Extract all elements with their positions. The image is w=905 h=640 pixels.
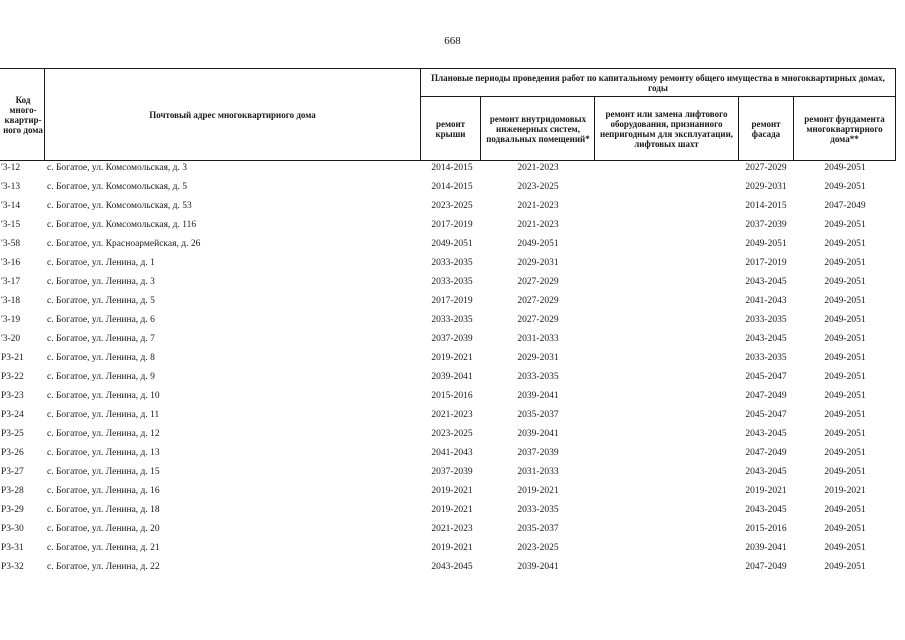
engineering-repair-cell: 2049-2051: [517, 239, 559, 249]
address-cell: с. Богатое, ул. Ленина, д. 13: [47, 448, 160, 458]
roof-repair-cell: 2017-2019: [431, 220, 473, 230]
roof-repair-cell: 2019-2021: [431, 543, 473, 553]
facade-repair-cell: 2047-2049: [745, 562, 787, 572]
repair-schedule-table: [0, 68, 896, 579]
address-cell: с. Богатое, ул. Комсомольская, д. 116: [47, 220, 197, 230]
address-cell: с. Богатое, ул. Ленина, д. 20: [47, 524, 160, 534]
house-code-cell: '3-12: [1, 163, 21, 173]
table-body: [0, 161, 896, 579]
table-row: [0, 256, 896, 275]
house-code-cell: '3-16: [1, 258, 21, 268]
foundation-repair-cell: 2049-2051: [824, 391, 866, 401]
table-row: [0, 351, 896, 370]
house-code-cell: Р3-21: [1, 353, 24, 363]
engineering-repair-cell: 2031-2033: [517, 334, 559, 344]
facade-repair-cell: 2033-2035: [745, 315, 787, 325]
roof-repair-cell: 2043-2045: [431, 562, 473, 572]
table-row: [0, 522, 896, 541]
engineering-repair-cell: 2019-2021: [517, 486, 559, 496]
foundation-repair-cell: 2049-2051: [824, 410, 866, 420]
engineering-repair-cell: 2021-2023: [517, 163, 559, 173]
roof-repair-cell: 2021-2023: [431, 410, 473, 420]
foundation-repair-cell: 2049-2051: [824, 562, 866, 572]
roof-repair-cell: 2023-2025: [431, 429, 473, 439]
table-row: [0, 370, 896, 389]
facade-repair-cell: 2043-2045: [745, 277, 787, 287]
house-code-cell: '3-15: [1, 220, 21, 230]
address-cell: с. Богатое, ул. Комсомольская, д. 5: [47, 182, 188, 192]
engineering-repair-cell: 2023-2025: [517, 182, 559, 192]
facade-repair-cell: 2043-2045: [745, 334, 787, 344]
roof-repair-cell: 2033-2035: [431, 258, 473, 268]
facade-repair-cell: 2029-2031: [745, 182, 787, 192]
engineering-repair-cell: 2027-2029: [517, 277, 559, 287]
facade-repair-cell: 2019-2021: [745, 486, 787, 496]
table-row: [0, 218, 896, 237]
header-elevator: ремонт или замена лифтового оборудования, признанного непригодным для эксплуатации, лифтовых шахт: [599, 108, 734, 149]
address-cell: с. Богатое, ул. Ленина, д. 21: [47, 543, 160, 553]
address-cell: с. Богатое, ул. Красноармейская, д. 26: [47, 239, 201, 249]
engineering-repair-cell: 2031-2033: [517, 467, 559, 477]
facade-repair-cell: 2045-2047: [745, 410, 787, 420]
roof-repair-cell: 2014-2015: [431, 163, 473, 173]
facade-repair-cell: 2037-2039: [745, 220, 787, 230]
foundation-repair-cell: 2049-2051: [824, 429, 866, 439]
roof-repair-cell: 2037-2039: [431, 467, 473, 477]
roof-repair-cell: 2014-2015: [431, 182, 473, 192]
table-row: [0, 427, 896, 446]
house-code-cell: Р3-25: [1, 429, 24, 439]
foundation-repair-cell: 2049-2051: [824, 296, 866, 306]
foundation-repair-cell: 2049-2051: [824, 467, 866, 477]
table-row: [0, 541, 896, 560]
roof-repair-cell: 2015-2016: [431, 391, 473, 401]
address-cell: с. Богатое, ул. Ленина, д. 9: [47, 372, 155, 382]
address-cell: с. Богатое, ул. Ленина, д. 8: [47, 353, 155, 363]
foundation-repair-cell: 2049-2051: [824, 315, 866, 325]
engineering-repair-cell: 2033-2035: [517, 372, 559, 382]
engineering-repair-cell: 2029-2031: [517, 353, 559, 363]
house-code-cell: Р3-32: [1, 562, 24, 572]
table-row: [0, 408, 896, 427]
header-right-rule: [895, 68, 896, 161]
facade-repair-cell: 2043-2045: [745, 429, 787, 439]
address-cell: с. Богатое, ул. Ленина, д. 3: [47, 277, 155, 287]
facade-repair-cell: 2041-2043: [745, 296, 787, 306]
table-row: [0, 161, 896, 180]
table-row: [0, 465, 896, 484]
table-row: [0, 503, 896, 522]
engineering-repair-cell: 2039-2041: [517, 429, 559, 439]
header-planned-periods: Плановые периоды проведения работ по капитальному ремонту общего имущества в многоквартирных домах, годы: [431, 72, 885, 93]
foundation-repair-cell: 2047-2049: [824, 201, 866, 211]
engineering-repair-cell: 2035-2037: [517, 410, 559, 420]
roof-repair-cell: 2033-2035: [431, 277, 473, 287]
page-number: 668: [444, 35, 461, 47]
address-cell: с. Богатое, ул. Ленина, д. 11: [47, 410, 160, 420]
header-roof: ремонт крыши: [435, 118, 466, 139]
facade-repair-cell: 2047-2049: [745, 391, 787, 401]
house-code-cell: Р3-23: [1, 391, 24, 401]
table-row: [0, 560, 896, 579]
house-code-cell: '3-20: [1, 334, 21, 344]
facade-repair-cell: 2015-2016: [745, 524, 787, 534]
engineering-repair-cell: 2029-2031: [517, 258, 559, 268]
header-foundation: ремонт фундамента многоквартирного дома**: [804, 113, 885, 144]
foundation-repair-cell: 2049-2051: [824, 220, 866, 230]
engineering-repair-cell: 2035-2037: [517, 524, 559, 534]
table-row: [0, 484, 896, 503]
roof-repair-cell: 2039-2041: [431, 372, 473, 382]
facade-repair-cell: 2033-2035: [745, 353, 787, 363]
foundation-repair-cell: 2049-2051: [824, 182, 866, 192]
address-cell: с. Богатое, ул. Ленина, д. 1: [47, 258, 155, 268]
house-code-cell: Р3-24: [1, 410, 24, 420]
house-code-cell: Р3-29: [1, 505, 24, 515]
table-header: [0, 68, 896, 161]
roof-repair-cell: 2019-2021: [431, 486, 473, 496]
house-code-cell: Р3-26: [1, 448, 24, 458]
foundation-repair-cell: 2049-2051: [824, 163, 866, 173]
foundation-repair-cell: 2049-2051: [824, 353, 866, 363]
roof-repair-cell: 2041-2043: [431, 448, 473, 458]
header-divider-engineering: [594, 96, 595, 161]
engineering-repair-cell: 2033-2035: [517, 505, 559, 515]
roof-repair-cell: 2017-2019: [431, 296, 473, 306]
house-code-cell: '3-19: [1, 315, 21, 325]
engineering-repair-cell: 2037-2039: [517, 448, 559, 458]
facade-repair-cell: 2039-2041: [745, 543, 787, 553]
engineering-repair-cell: 2021-2023: [517, 201, 559, 211]
header-address: Почтовый адрес многоквартирного дома: [149, 109, 316, 120]
table-row: [0, 275, 896, 294]
address-cell: с. Богатое, ул. Ленина, д. 7: [47, 334, 155, 344]
foundation-repair-cell: 2049-2051: [824, 239, 866, 249]
facade-repair-cell: 2014-2015: [745, 201, 787, 211]
engineering-repair-cell: 2027-2029: [517, 315, 559, 325]
foundation-repair-cell: 2049-2051: [824, 543, 866, 553]
house-code-cell: Р3-31: [1, 543, 24, 553]
engineering-repair-cell: 2023-2025: [517, 543, 559, 553]
address-cell: с. Богатое, ул. Ленина, д. 5: [47, 296, 155, 306]
address-cell: с. Богатое, ул. Ленина, д. 16: [47, 486, 160, 496]
foundation-repair-cell: 2049-2051: [824, 258, 866, 268]
address-cell: с. Богатое, ул. Комсомольская, д. 3: [47, 163, 188, 173]
house-code-cell: Р3-27: [1, 467, 24, 477]
house-code-cell: '3-17: [1, 277, 21, 287]
house-code-cell: Р3-30: [1, 524, 24, 534]
table-row: [0, 332, 896, 351]
facade-repair-cell: 2047-2049: [745, 448, 787, 458]
address-cell: с. Богатое, ул. Ленина, д. 22: [47, 562, 160, 572]
foundation-repair-cell: 2049-2051: [824, 448, 866, 458]
house-code-cell: '3-18: [1, 296, 21, 306]
address-cell: с. Богатое, ул. Ленина, д. 12: [47, 429, 160, 439]
facade-repair-cell: 2045-2047: [745, 372, 787, 382]
foundation-repair-cell: 2049-2051: [824, 505, 866, 515]
facade-repair-cell: 2027-2029: [745, 163, 787, 173]
engineering-repair-cell: 2027-2029: [517, 296, 559, 306]
roof-repair-cell: 2023-2025: [431, 201, 473, 211]
table-row: [0, 389, 896, 408]
table-row: [0, 237, 896, 256]
foundation-repair-cell: 2019-2021: [824, 486, 866, 496]
facade-repair-cell: 2043-2045: [745, 467, 787, 477]
address-cell: с. Богатое, ул. Ленина, д. 15: [47, 467, 160, 477]
header-facade: ремонт фасада: [751, 118, 781, 139]
house-code-cell: Р3-28: [1, 486, 24, 496]
table-row: [0, 199, 896, 218]
roof-repair-cell: 2021-2023: [431, 524, 473, 534]
table-row: [0, 180, 896, 199]
address-cell: с. Богатое, ул. Ленина, д. 6: [47, 315, 155, 325]
engineering-repair-cell: 2039-2041: [517, 562, 559, 572]
address-cell: с. Богатое, ул. Комсомольская, д. 53: [47, 201, 192, 211]
address-cell: с. Богатое, ул. Ленина, д. 10: [47, 391, 160, 401]
header-divider-roof: [480, 96, 481, 161]
facade-repair-cell: 2049-2051: [745, 239, 787, 249]
foundation-repair-cell: 2049-2051: [824, 334, 866, 344]
roof-repair-cell: 2019-2021: [431, 353, 473, 363]
house-code-cell: '3-58: [1, 239, 21, 249]
engineering-repair-cell: 2021-2023: [517, 220, 559, 230]
roof-repair-cell: 2037-2039: [431, 334, 473, 344]
table-row: [0, 294, 896, 313]
table-row: [0, 313, 896, 332]
table-row: [0, 446, 896, 465]
foundation-repair-cell: 2049-2051: [824, 524, 866, 534]
foundation-repair-cell: 2049-2051: [824, 277, 866, 287]
header-engineering: ремонт внутридомовых инженерных систем, подвальных помещений*: [486, 113, 590, 144]
header-code: Код много-квартир-ного дома: [3, 94, 43, 135]
house-code-cell: '3-14: [1, 201, 21, 211]
roof-repair-cell: 2033-2035: [431, 315, 473, 325]
address-cell: с. Богатое, ул. Ленина, д. 18: [47, 505, 160, 515]
foundation-repair-cell: 2049-2051: [824, 372, 866, 382]
facade-repair-cell: 2043-2045: [745, 505, 787, 515]
house-code-cell: Р3-22: [1, 372, 24, 382]
facade-repair-cell: 2017-2019: [745, 258, 787, 268]
roof-repair-cell: 2049-2051: [431, 239, 473, 249]
house-code-cell: '3-13: [1, 182, 21, 192]
engineering-repair-cell: 2039-2041: [517, 391, 559, 401]
roof-repair-cell: 2019-2021: [431, 505, 473, 515]
